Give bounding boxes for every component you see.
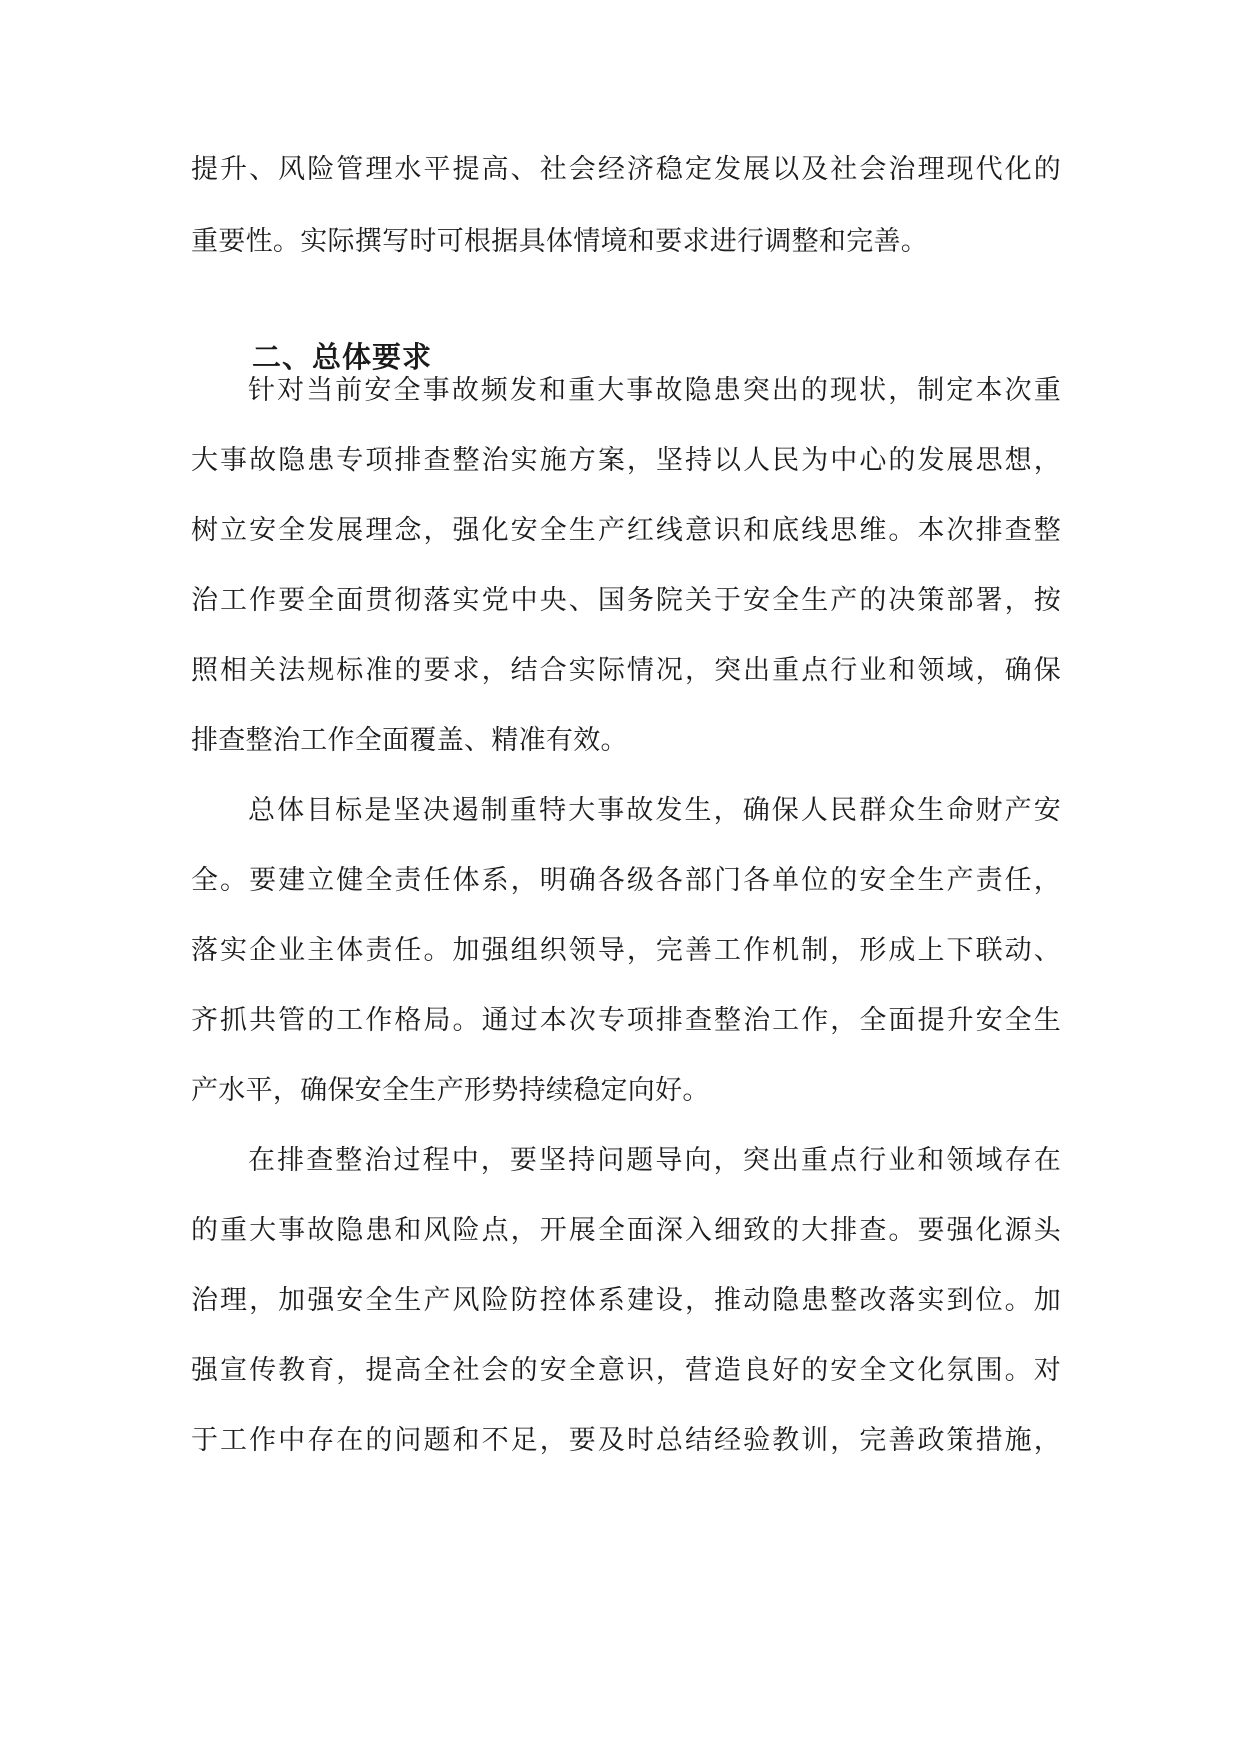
paragraph-line: 树立安全发展理念，强化安全生产红线意识和底线思维。本次排查整	[191, 515, 1061, 546]
paragraph-line: 强宣传教育，提高全社会的安全意识，营造良好的安全文化氛围。对	[191, 1355, 1061, 1386]
intro-line: 提升、风险管理水平提高、社会经济稳定发展以及社会治理现代化的	[191, 154, 1061, 185]
paragraph-line: 全。要建立健全责任体系，明确各级各部门各单位的安全生产责任，	[191, 865, 1061, 896]
paragraph-line: 排查整治工作全面覆盖、精准有效。	[191, 725, 628, 756]
paragraph-line: 在排查整治过程中，要坚持问题导向，突出重点行业和领域存在	[248, 1145, 1061, 1176]
intro-line: 重要性。实际撰写时可根据具体情境和要求进行调整和完善。	[191, 226, 929, 257]
paragraph-line: 落实企业主体责任。加强组织领导，完善工作机制，形成上下联动、	[191, 935, 1061, 966]
section-heading: 二、总体要求	[252, 340, 433, 374]
paragraph-line: 针对当前安全事故频发和重大事故隐患突出的现状，制定本次重	[248, 375, 1061, 406]
paragraph-line: 的重大事故隐患和风险点，开展全面深入细致的大排查。要强化源头	[191, 1215, 1061, 1246]
paragraph-line: 于工作中存在的问题和不足，要及时总结经验教训，完善政策措施，	[191, 1425, 1061, 1456]
paragraph-line: 总体目标是坚决遏制重特大事故发生，确保人民群众生命财产安	[248, 795, 1061, 826]
paragraph-line: 大事故隐患专项排查整治实施方案，坚持以人民为中心的发展思想，	[191, 445, 1061, 476]
paragraph-line: 治工作要全面贯彻落实党中央、国务院关于安全生产的决策部署，按	[191, 585, 1061, 616]
paragraph-line: 治理，加强安全生产风险防控体系建设，推动隐患整改落实到位。加	[191, 1285, 1061, 1316]
paragraph-line: 照相关法规标准的要求，结合实际情况，突出重点行业和领域，确保	[191, 655, 1061, 686]
paragraph-line: 齐抓共管的工作格局。通过本次专项排查整治工作，全面提升安全生	[191, 1005, 1061, 1036]
paragraph-line: 产水平，确保安全生产形势持续稳定向好。	[191, 1075, 710, 1106]
